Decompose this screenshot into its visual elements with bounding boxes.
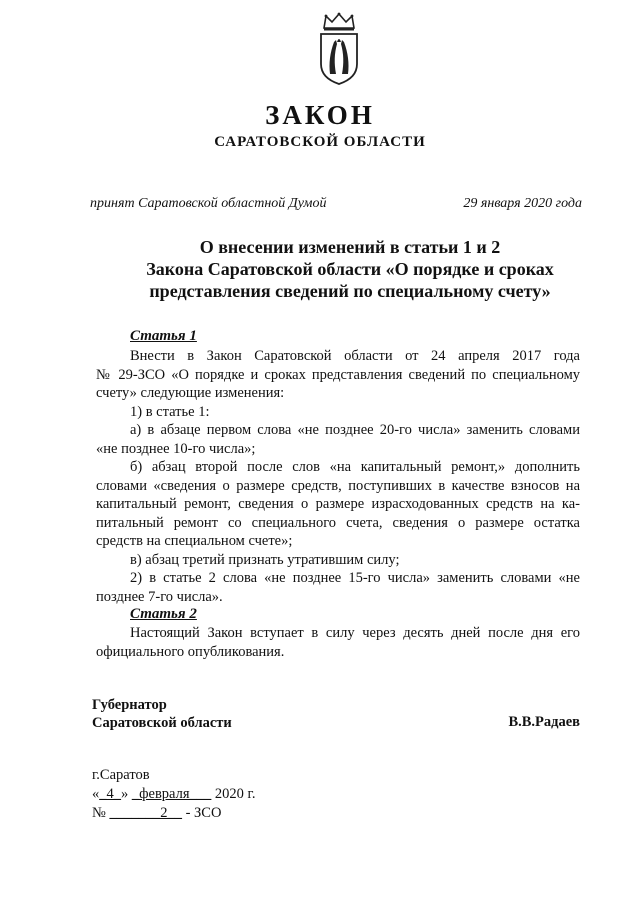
document-title: ЗАКОН (265, 100, 375, 130)
body-line: средств на специальном счете»; (96, 533, 293, 549)
article-1-title: Статья 1 (130, 328, 197, 344)
body-line: позднее 7-го числа». (96, 588, 223, 605)
body-line: а) в абзаце первом слова «не позднее 20-го числа» заменить словами (130, 422, 580, 438)
body-line: официального опубликования. (96, 643, 285, 660)
date-day: _4_ (99, 786, 121, 802)
adoption-date: 29 января 2020 года (463, 196, 582, 211)
date-year: 2020 г. (214, 786, 256, 802)
heading-line: О внесении изменений в статьи 1 и 2 (199, 237, 501, 257)
adoption-text: принят Саратовской областной Думой (90, 196, 327, 211)
article-2-title: Статья 2 (130, 606, 197, 622)
heading-line: представления сведений по специальному счету» (149, 281, 551, 301)
law-heading (60, 236, 640, 302)
body-line: в) абзац третий признать утратившим силу; (130, 551, 400, 568)
number-value: _______2__ (109, 805, 182, 821)
signing-date (92, 785, 255, 804)
document-subtitle: САРАТОВСКОЙ ОБЛАСТИ (214, 134, 426, 150)
signing-details (92, 766, 255, 823)
article-2-body (96, 624, 580, 661)
signing-city: г.Саратов (92, 767, 150, 783)
saratov-coat-of-arms-icon (316, 12, 362, 86)
body-line: капитальный ремонт, сведения о размере израсходованных средств на ка- (96, 496, 580, 512)
signatory-name: В.В.Радаев (508, 714, 580, 730)
number-suffix: - ЗСО (185, 805, 222, 821)
body-line: 2) в статье 2 слова «не позднее 15-го числа» заменить словами «не (130, 570, 580, 586)
date-open-quote: « (92, 786, 100, 802)
position-line: Саратовской области (92, 715, 232, 731)
law-number (92, 804, 255, 823)
body-line: словами «сведения о размере средств, поступивших в качестве взносов на (96, 477, 580, 494)
signatory-position (92, 696, 232, 732)
date-close-quote: » (121, 786, 129, 802)
body-line: счету» следующие изменения: (96, 385, 285, 401)
body-line: Внести в Закон Саратовской области от 24 апреля 2017 года (130, 348, 580, 364)
position-line: Губернатор (92, 697, 167, 713)
body-line: питальный ремонт со специального счета, сведения о размере остатка (96, 514, 580, 531)
body-line: 1) в статье 1: (130, 403, 210, 420)
number-prefix: № (92, 805, 106, 821)
heading-line: Закона Саратовской области «О порядке и сроках (146, 259, 554, 279)
article-1-body (96, 347, 580, 606)
body-line: № 29-ЗСО «О порядке и сроках представления сведений по специальному (96, 366, 580, 383)
body-line: б) абзац второй после слов «на капитальный ремонт,» дополнить (130, 459, 580, 475)
body-line: Настоящий Закон вступает в силу через десять дней после дня его (130, 625, 580, 641)
date-month: _февраля___ (131, 786, 212, 802)
body-line: «не позднее 10-го числа»; (96, 440, 256, 457)
